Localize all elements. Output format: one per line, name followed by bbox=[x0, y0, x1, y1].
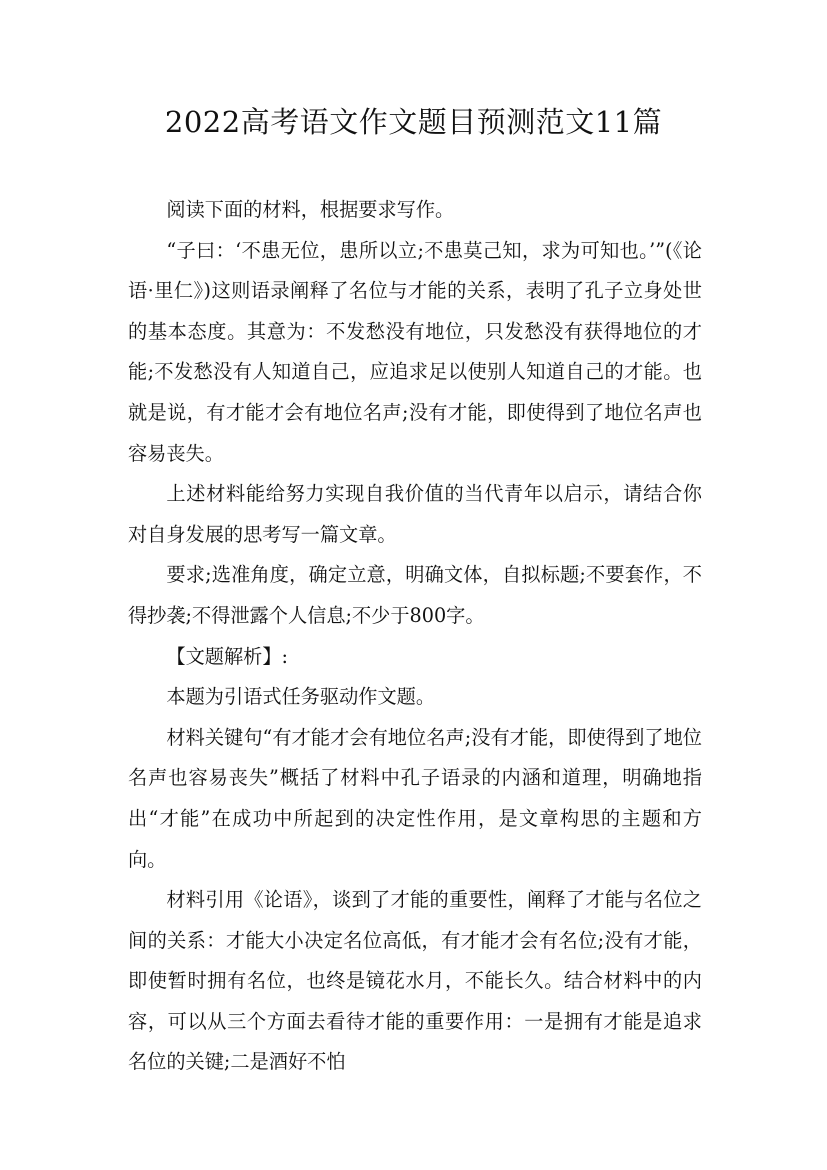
paragraph-quote: “子曰：‘不患无位，患所以立;不患莫己知，求为可知也。’”(《论语·里仁》)这则语录阐释了名位与才能的关系，表明了孔子立身处世的基本态度。其意为：不发愁没有地位，只发愁没有获得地位的才能;不发愁没有人知道自己，应追求足以使别人知道自己的才能。也就是说，有才能才会有地位名声;没有才能，即使得到了地位名声也容易丧失。 bbox=[128, 238, 702, 465]
paragraph-key-sentence: 材料关键句“有才能才会有地位名声;没有才能，即使得到了地位名声也容易丧失”概括了材料中孔子语录的内涵和道理，明确地指出“才能”在成功中所起到的决定性作用，是文章构思的主题和方向。 bbox=[128, 725, 702, 871]
document-title: 2022高考语文作文题目预测范文11篇 bbox=[164, 105, 663, 139]
paragraph-instruction: 阅读下面的材料，根据要求写作。 bbox=[166, 198, 455, 221]
paragraph-task: 上述材料能给努力实现自我价值的当代青年以启示，请结合你对自身发展的思考写一篇文章。 bbox=[128, 482, 702, 546]
paragraph-analysis-detail: 材料引用《论语》，谈到了才能的重要性，阐释了才能与名位之间的关系：才能大小决定名位高低，有才能才会有名位;没有才能，即使暂时拥有名位，也终是镜花水月，不能长久。结合材料中的内容，可以从三个方面去看待才能的重要作用：一是拥有才能是追求名位的关键;二是酒好不怕 bbox=[128, 888, 702, 1074]
paragraph-analysis-heading: 【文题解析】: bbox=[166, 644, 288, 668]
document-body bbox=[128, 190, 702, 1083]
paragraph-requirements: 要求;选准角度，确定立意，明确文体，自拟标题;不要套作，不得抄袭;不得泄露个人信息;不少于800字。 bbox=[128, 563, 702, 627]
paragraph-analysis-type: 本题为引语式任务驱动作文题。 bbox=[166, 685, 436, 709]
